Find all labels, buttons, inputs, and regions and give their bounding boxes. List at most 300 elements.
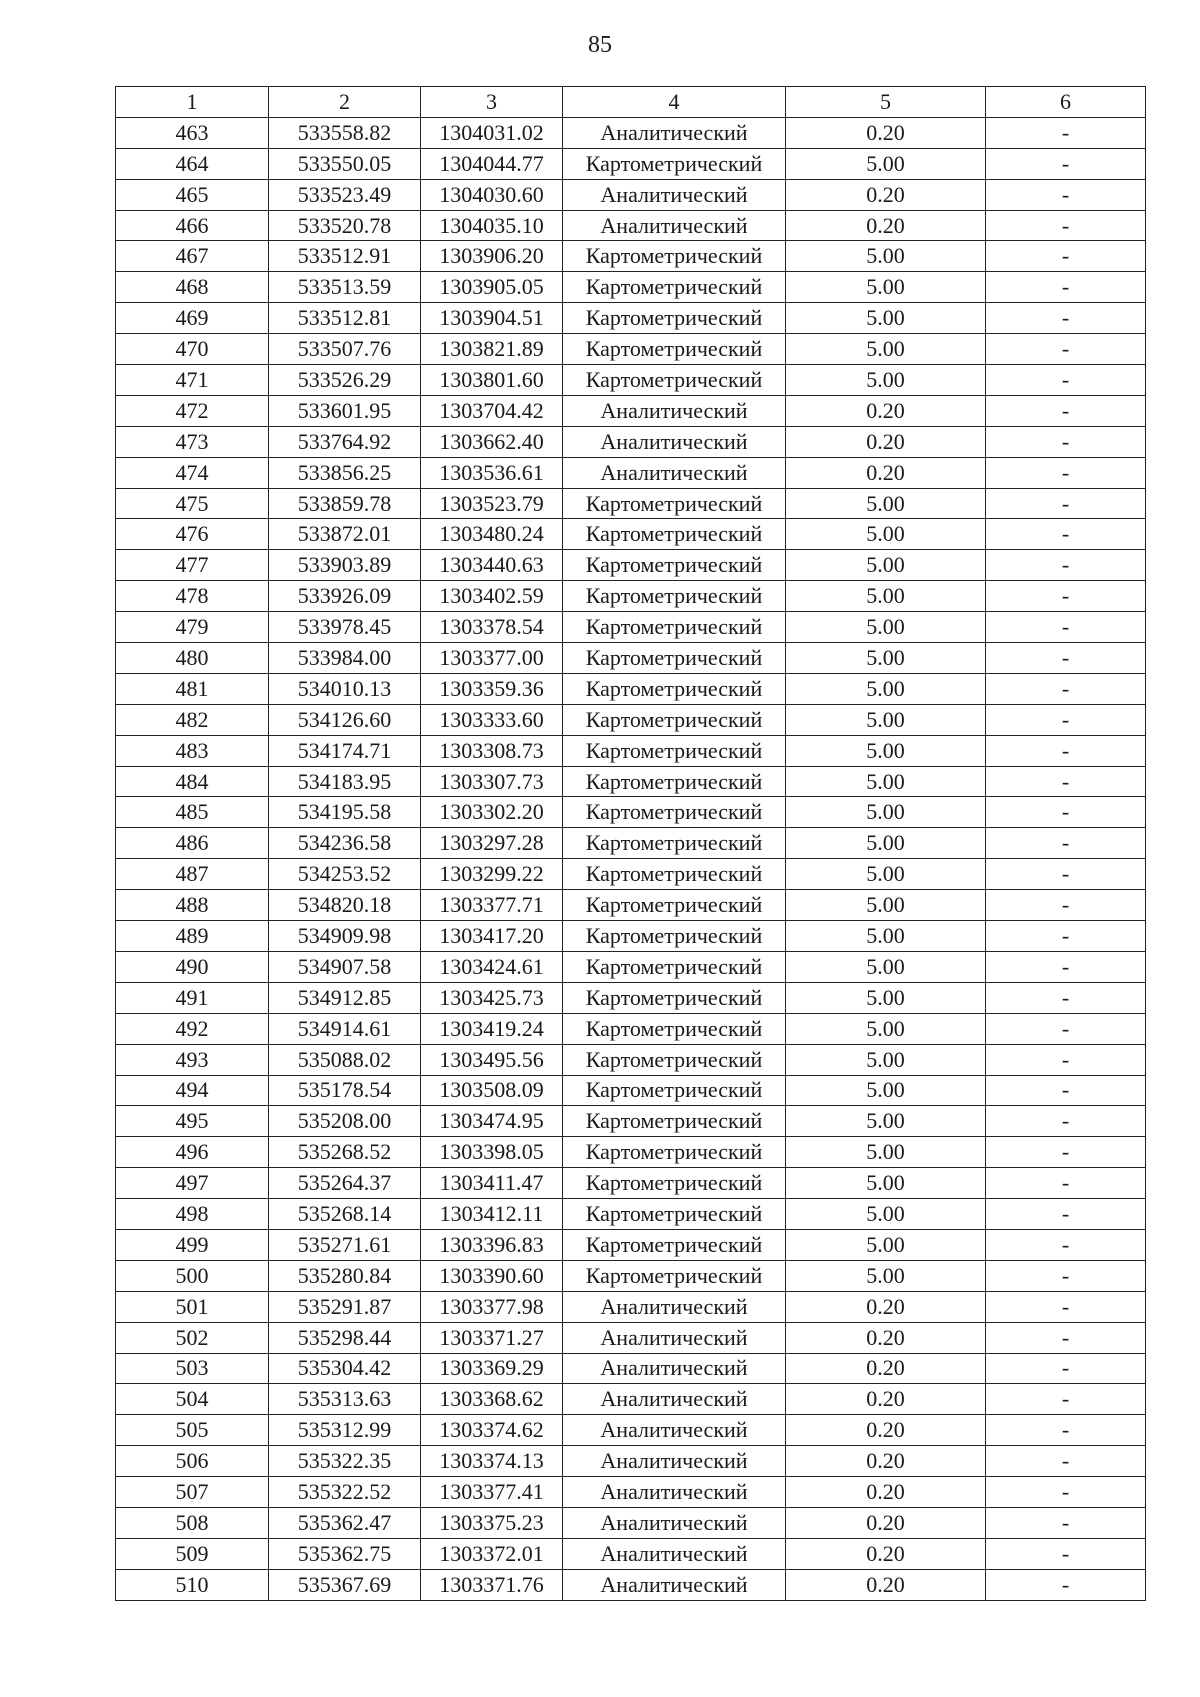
note-cell: - [986,1569,1146,1600]
point-number-cell: 505 [116,1415,269,1446]
method-cell: Аналитический [563,1415,786,1446]
point-number-cell: 484 [116,766,269,797]
note-cell: - [986,581,1146,612]
accuracy-cell: 5.00 [786,488,986,519]
x-coordinate-cell: 535362.75 [269,1538,421,1569]
accuracy-cell: 5.00 [786,982,986,1013]
accuracy-cell: 5.00 [786,334,986,365]
column-header: 1 [116,87,269,118]
point-number-cell: 469 [116,303,269,334]
point-number-cell: 471 [116,365,269,396]
note-cell: - [986,488,1146,519]
method-cell: Картометрический [563,951,786,982]
method-cell: Картометрический [563,982,786,1013]
y-coordinate-cell: 1303480.24 [421,519,563,550]
x-coordinate-cell: 535367.69 [269,1569,421,1600]
method-cell: Картометрический [563,1013,786,1044]
x-coordinate-cell: 535322.35 [269,1446,421,1477]
x-coordinate-cell: 533513.59 [269,272,421,303]
x-coordinate-cell: 534174.71 [269,735,421,766]
note-cell: - [986,1013,1146,1044]
point-number-cell: 483 [116,735,269,766]
table-row [116,117,1146,148]
table-row [116,1384,1146,1415]
accuracy-cell: 5.00 [786,1044,986,1075]
y-coordinate-cell: 1303474.95 [421,1106,563,1137]
method-cell: Картометрический [563,1075,786,1106]
x-coordinate-cell: 533507.76 [269,334,421,365]
x-coordinate-cell: 534195.58 [269,797,421,828]
note-cell: - [986,1415,1146,1446]
table-row [116,673,1146,704]
table-row [116,1507,1146,1538]
accuracy-cell: 0.20 [786,395,986,426]
y-coordinate-cell: 1303372.01 [421,1538,563,1569]
y-coordinate-cell: 1303375.23 [421,1507,563,1538]
method-cell: Картометрический [563,1229,786,1260]
accuracy-cell: 5.00 [786,735,986,766]
x-coordinate-cell: 535362.47 [269,1507,421,1538]
note-cell: - [986,612,1146,643]
note-cell: - [986,951,1146,982]
table-row [116,395,1146,426]
x-coordinate-cell: 533520.78 [269,210,421,241]
x-coordinate-cell: 533512.91 [269,241,421,272]
point-number-cell: 488 [116,890,269,921]
x-coordinate-cell: 535271.61 [269,1229,421,1260]
x-coordinate-cell: 533523.49 [269,179,421,210]
table-header-row [116,87,1146,118]
accuracy-cell: 5.00 [786,1229,986,1260]
accuracy-cell: 0.20 [786,1353,986,1384]
method-cell: Аналитический [563,117,786,148]
method-cell: Аналитический [563,1353,786,1384]
note-cell: - [986,272,1146,303]
x-coordinate-cell: 535178.54 [269,1075,421,1106]
y-coordinate-cell: 1303396.83 [421,1229,563,1260]
method-cell: Картометрический [563,550,786,581]
accuracy-cell: 5.00 [786,951,986,982]
y-coordinate-cell: 1303424.61 [421,951,563,982]
column-header: 5 [786,87,986,118]
note-cell: - [986,673,1146,704]
accuracy-cell: 0.20 [786,1322,986,1353]
method-cell: Аналитический [563,395,786,426]
column-header: 4 [563,87,786,118]
table-row [116,1044,1146,1075]
y-coordinate-cell: 1303402.59 [421,581,563,612]
table-row [116,581,1146,612]
table-row [116,1477,1146,1508]
x-coordinate-cell: 534914.61 [269,1013,421,1044]
point-number-cell: 504 [116,1384,269,1415]
accuracy-cell: 5.00 [786,1260,986,1291]
accuracy-cell: 5.00 [786,859,986,890]
accuracy-cell: 0.20 [786,210,986,241]
x-coordinate-cell: 534909.98 [269,921,421,952]
method-cell: Картометрический [563,643,786,674]
x-coordinate-cell: 535280.84 [269,1260,421,1291]
accuracy-cell: 0.20 [786,1415,986,1446]
accuracy-cell: 0.20 [786,1384,986,1415]
x-coordinate-cell: 533526.29 [269,365,421,396]
accuracy-cell: 5.00 [786,1168,986,1199]
point-number-cell: 478 [116,581,269,612]
point-number-cell: 464 [116,148,269,179]
accuracy-cell: 5.00 [786,1013,986,1044]
note-cell: - [986,1507,1146,1538]
point-number-cell: 485 [116,797,269,828]
y-coordinate-cell: 1303377.71 [421,890,563,921]
point-number-cell: 496 [116,1137,269,1168]
table-row [116,828,1146,859]
method-cell: Аналитический [563,179,786,210]
accuracy-cell: 5.00 [786,766,986,797]
y-coordinate-cell: 1303297.28 [421,828,563,859]
table-row [116,1168,1146,1199]
y-coordinate-cell: 1303299.22 [421,859,563,890]
table-row [116,241,1146,272]
note-cell: - [986,1199,1146,1230]
method-cell: Картометрический [563,241,786,272]
y-coordinate-cell: 1303412.11 [421,1199,563,1230]
y-coordinate-cell: 1303704.42 [421,395,563,426]
accuracy-cell: 5.00 [786,148,986,179]
table-row [116,612,1146,643]
point-number-cell: 509 [116,1538,269,1569]
method-cell: Картометрический [563,1137,786,1168]
y-coordinate-cell: 1303374.13 [421,1446,563,1477]
table-row [116,1137,1146,1168]
accuracy-cell: 5.00 [786,1106,986,1137]
table-row [116,519,1146,550]
table-row [116,1353,1146,1384]
point-number-cell: 497 [116,1168,269,1199]
y-coordinate-cell: 1303508.09 [421,1075,563,1106]
y-coordinate-cell: 1303905.05 [421,272,563,303]
method-cell: Картометрический [563,1199,786,1230]
x-coordinate-cell: 535208.00 [269,1106,421,1137]
point-number-cell: 489 [116,921,269,952]
point-number-cell: 499 [116,1229,269,1260]
point-number-cell: 480 [116,643,269,674]
note-cell: - [986,982,1146,1013]
y-coordinate-cell: 1303536.61 [421,457,563,488]
table-row [116,1075,1146,1106]
coordinates-table [115,86,1146,1601]
note-cell: - [986,303,1146,334]
accuracy-cell: 5.00 [786,643,986,674]
table-row [116,859,1146,890]
table-row [116,797,1146,828]
table-row [116,365,1146,396]
x-coordinate-cell: 534183.95 [269,766,421,797]
method-cell: Картометрический [563,488,786,519]
method-cell: Картометрический [563,1044,786,1075]
y-coordinate-cell: 1303307.73 [421,766,563,797]
y-coordinate-cell: 1303523.79 [421,488,563,519]
accuracy-cell: 0.20 [786,1446,986,1477]
method-cell: Аналитический [563,426,786,457]
table-row [116,735,1146,766]
accuracy-cell: 5.00 [786,241,986,272]
point-number-cell: 494 [116,1075,269,1106]
method-cell: Аналитический [563,1538,786,1569]
note-cell: - [986,519,1146,550]
x-coordinate-cell: 534126.60 [269,704,421,735]
table-row [116,550,1146,581]
y-coordinate-cell: 1303377.41 [421,1477,563,1508]
y-coordinate-cell: 1303390.60 [421,1260,563,1291]
x-coordinate-cell: 533903.89 [269,550,421,581]
accuracy-cell: 5.00 [786,1075,986,1106]
note-cell: - [986,148,1146,179]
accuracy-cell: 5.00 [786,612,986,643]
note-cell: - [986,426,1146,457]
y-coordinate-cell: 1303359.36 [421,673,563,704]
point-number-cell: 463 [116,117,269,148]
accuracy-cell: 0.20 [786,1569,986,1600]
method-cell: Картометрический [563,148,786,179]
table-row [116,1106,1146,1137]
method-cell: Аналитический [563,1322,786,1353]
note-cell: - [986,179,1146,210]
method-cell: Аналитический [563,1291,786,1322]
note-cell: - [986,1106,1146,1137]
note-cell: - [986,643,1146,674]
y-coordinate-cell: 1303821.89 [421,334,563,365]
note-cell: - [986,766,1146,797]
point-number-cell: 490 [116,951,269,982]
note-cell: - [986,457,1146,488]
table-row [116,643,1146,674]
point-number-cell: 472 [116,395,269,426]
table-row [116,982,1146,1013]
note-cell: - [986,1446,1146,1477]
point-number-cell: 486 [116,828,269,859]
note-cell: - [986,735,1146,766]
note-cell: - [986,1137,1146,1168]
method-cell: Картометрический [563,272,786,303]
x-coordinate-cell: 533978.45 [269,612,421,643]
x-coordinate-cell: 533550.05 [269,148,421,179]
method-cell: Картометрический [563,365,786,396]
note-cell: - [986,797,1146,828]
method-cell: Картометрический [563,612,786,643]
y-coordinate-cell: 1303371.76 [421,1569,563,1600]
method-cell: Картометрический [563,581,786,612]
y-coordinate-cell: 1303419.24 [421,1013,563,1044]
point-number-cell: 470 [116,334,269,365]
note-cell: - [986,1353,1146,1384]
accuracy-cell: 0.20 [786,117,986,148]
y-coordinate-cell: 1303378.54 [421,612,563,643]
point-number-cell: 467 [116,241,269,272]
y-coordinate-cell: 1303662.40 [421,426,563,457]
accuracy-cell: 5.00 [786,272,986,303]
method-cell: Картометрический [563,921,786,952]
table-row [116,1260,1146,1291]
point-number-cell: 482 [116,704,269,735]
note-cell: - [986,1229,1146,1260]
accuracy-cell: 0.20 [786,457,986,488]
point-number-cell: 492 [116,1013,269,1044]
y-coordinate-cell: 1303398.05 [421,1137,563,1168]
x-coordinate-cell: 533872.01 [269,519,421,550]
table-row [116,457,1146,488]
x-coordinate-cell: 534912.85 [269,982,421,1013]
point-number-cell: 476 [116,519,269,550]
point-number-cell: 475 [116,488,269,519]
accuracy-cell: 5.00 [786,581,986,612]
table-row [116,921,1146,952]
accuracy-cell: 5.00 [786,519,986,550]
table-row [116,1569,1146,1600]
accuracy-cell: 5.00 [786,1137,986,1168]
y-coordinate-cell: 1303302.20 [421,797,563,828]
point-number-cell: 501 [116,1291,269,1322]
table-body [116,117,1146,1600]
note-cell: - [986,1260,1146,1291]
y-coordinate-cell: 1303308.73 [421,735,563,766]
note-cell: - [986,1044,1146,1075]
x-coordinate-cell: 535298.44 [269,1322,421,1353]
accuracy-cell: 5.00 [786,828,986,859]
accuracy-cell: 5.00 [786,550,986,581]
accuracy-cell: 0.20 [786,1538,986,1569]
method-cell: Картометрический [563,704,786,735]
table-row [116,1291,1146,1322]
table-row [116,303,1146,334]
note-cell: - [986,365,1146,396]
note-cell: - [986,395,1146,426]
point-number-cell: 491 [116,982,269,1013]
x-coordinate-cell: 535268.52 [269,1137,421,1168]
accuracy-cell: 0.20 [786,426,986,457]
accuracy-cell: 5.00 [786,673,986,704]
accuracy-cell: 0.20 [786,179,986,210]
method-cell: Картометрический [563,828,786,859]
table-row [116,488,1146,519]
x-coordinate-cell: 533856.25 [269,457,421,488]
y-coordinate-cell: 1303906.20 [421,241,563,272]
point-number-cell: 498 [116,1199,269,1230]
x-coordinate-cell: 535304.42 [269,1353,421,1384]
point-number-cell: 473 [116,426,269,457]
column-header: 3 [421,87,563,118]
method-cell: Аналитический [563,210,786,241]
x-coordinate-cell: 533558.82 [269,117,421,148]
method-cell: Картометрический [563,890,786,921]
y-coordinate-cell: 1303904.51 [421,303,563,334]
y-coordinate-cell: 1303371.27 [421,1322,563,1353]
method-cell: Аналитический [563,1477,786,1508]
accuracy-cell: 5.00 [786,797,986,828]
table-row [116,1538,1146,1569]
y-coordinate-cell: 1303417.20 [421,921,563,952]
point-number-cell: 474 [116,457,269,488]
method-cell: Картометрический [563,735,786,766]
table-row [116,179,1146,210]
note-cell: - [986,210,1146,241]
method-cell: Картометрический [563,1260,786,1291]
table-row [116,1415,1146,1446]
method-cell: Картометрический [563,519,786,550]
note-cell: - [986,828,1146,859]
table-row [116,1013,1146,1044]
y-coordinate-cell: 1304030.60 [421,179,563,210]
point-number-cell: 500 [116,1260,269,1291]
y-coordinate-cell: 1303377.98 [421,1291,563,1322]
page-number: 85 [588,32,612,58]
table-row [116,1322,1146,1353]
x-coordinate-cell: 534236.58 [269,828,421,859]
accuracy-cell: 5.00 [786,704,986,735]
x-coordinate-cell: 533601.95 [269,395,421,426]
point-number-cell: 510 [116,1569,269,1600]
x-coordinate-cell: 535264.37 [269,1168,421,1199]
x-coordinate-cell: 534820.18 [269,890,421,921]
method-cell: Картометрический [563,673,786,704]
method-cell: Аналитический [563,1507,786,1538]
point-number-cell: 493 [116,1044,269,1075]
column-header: 2 [269,87,421,118]
note-cell: - [986,117,1146,148]
point-number-cell: 468 [116,272,269,303]
x-coordinate-cell: 535268.14 [269,1199,421,1230]
note-cell: - [986,1322,1146,1353]
method-cell: Картометрический [563,766,786,797]
y-coordinate-cell: 1304035.10 [421,210,563,241]
note-cell: - [986,550,1146,581]
method-cell: Аналитический [563,1446,786,1477]
point-number-cell: 506 [116,1446,269,1477]
y-coordinate-cell: 1304044.77 [421,148,563,179]
y-coordinate-cell: 1303377.00 [421,643,563,674]
table-row [116,890,1146,921]
method-cell: Картометрический [563,334,786,365]
y-coordinate-cell: 1303440.63 [421,550,563,581]
x-coordinate-cell: 535088.02 [269,1044,421,1075]
y-coordinate-cell: 1303801.60 [421,365,563,396]
table-row [116,148,1146,179]
point-number-cell: 465 [116,179,269,210]
table-row [116,210,1146,241]
method-cell: Картометрический [563,859,786,890]
method-cell: Картометрический [563,797,786,828]
note-cell: - [986,921,1146,952]
method-cell: Аналитический [563,1569,786,1600]
note-cell: - [986,1075,1146,1106]
method-cell: Картометрический [563,1106,786,1137]
accuracy-cell: 0.20 [786,1477,986,1508]
table-row [116,334,1146,365]
table-row [116,951,1146,982]
accuracy-cell: 5.00 [786,890,986,921]
x-coordinate-cell: 533764.92 [269,426,421,457]
x-coordinate-cell: 534253.52 [269,859,421,890]
note-cell: - [986,1538,1146,1569]
table-row [116,272,1146,303]
table-row [116,426,1146,457]
accuracy-cell: 5.00 [786,921,986,952]
x-coordinate-cell: 535322.52 [269,1477,421,1508]
y-coordinate-cell: 1303425.73 [421,982,563,1013]
table-row [116,1199,1146,1230]
x-coordinate-cell: 533859.78 [269,488,421,519]
accuracy-cell: 5.00 [786,365,986,396]
y-coordinate-cell: 1304031.02 [421,117,563,148]
